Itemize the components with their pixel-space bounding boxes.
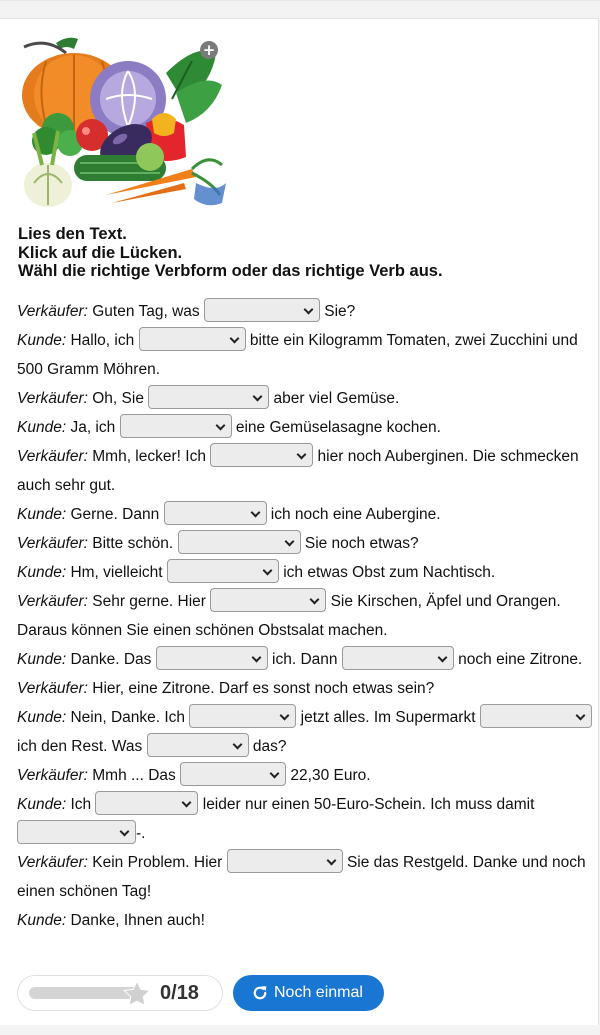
gap-select[interactable]: [480, 704, 592, 728]
text-segment: Mmh ... Das: [87, 767, 181, 784]
speaker-label: Verkäufer:: [17, 593, 88, 610]
dialogue-line: [17, 413, 592, 442]
speaker-label: Verkäufer:: [17, 535, 88, 552]
text-segment: Oh, Sie: [87, 390, 149, 407]
gap-select[interactable]: [17, 820, 136, 844]
gap-select[interactable]: [120, 414, 232, 438]
gap-select[interactable]: [342, 646, 454, 670]
text-segment: Sie Kirschen, Äpfel und Orangen. Daraus können Sie einen schönen Obstsalat machen.: [17, 593, 561, 639]
score-correct: 0: [160, 982, 172, 1004]
text-segment: eine Gemüselasagne kochen.: [231, 419, 441, 436]
gap-select[interactable]: [189, 704, 296, 728]
instruction-line: Wähl die richtige Verbform oder das richtige Verb aus.: [18, 262, 443, 280]
page-bottom: [0, 1025, 600, 1035]
speaker-label: Kunde:: [17, 651, 67, 668]
text-segment: Bitte schön.: [87, 535, 178, 552]
text-segment: Ich: [66, 796, 96, 813]
text-segment: Sie noch etwas?: [300, 535, 419, 552]
score-panel: [17, 975, 223, 1011]
retry-button[interactable]: [233, 975, 384, 1011]
dialogue-line: [17, 529, 592, 558]
gap-select[interactable]: [139, 327, 246, 351]
text-segment: Nein, Danke. Ich: [66, 709, 190, 726]
dialogue-line: [17, 906, 592, 935]
gap-select[interactable]: [156, 646, 268, 670]
star-icon: [120, 979, 154, 1009]
text-segment: Danke. Das: [66, 651, 156, 668]
text-segment: jetzt alles. Im Supermarkt: [296, 709, 480, 726]
speaker-label: Verkäufer:: [17, 303, 88, 320]
zoom-plus-icon[interactable]: +: [200, 41, 218, 59]
speaker-label: Verkäufer:: [17, 854, 88, 871]
gap-select[interactable]: [147, 733, 249, 757]
score-display: [160, 981, 199, 1005]
dialogue-line: [17, 442, 592, 500]
text-segment: Guten Tag, was: [87, 303, 204, 320]
gap-select[interactable]: [164, 501, 267, 525]
text-segment: das?: [248, 738, 287, 755]
speaker-label: Verkäufer:: [17, 680, 88, 697]
speaker-label: Verkäufer:: [17, 448, 88, 465]
speaker-label: Verkäufer:: [17, 390, 88, 407]
speaker-label: Kunde:: [17, 506, 67, 523]
dialogue-line: [17, 500, 592, 529]
dialogue-line: [17, 645, 592, 674]
gap-select[interactable]: [178, 530, 301, 554]
text-segment: ich etwas Obst zum Nachtisch.: [278, 564, 496, 581]
text-segment: Danke, Ihnen auch!: [66, 912, 205, 929]
gap-select[interactable]: [95, 791, 198, 815]
speaker-label: Kunde:: [17, 332, 67, 349]
text-segment: Gerne. Dann: [66, 506, 164, 523]
instructions: [18, 225, 443, 281]
gap-select[interactable]: [148, 385, 269, 409]
top-divider: [0, 0, 600, 1]
text-segment: Sehr gerne. Hier: [87, 593, 211, 610]
text-segment: ich den Rest. Was: [17, 738, 147, 755]
text-segment: ich. Dann: [267, 651, 342, 668]
dialogue-line: [17, 384, 592, 413]
speaker-label: Kunde:: [17, 912, 67, 929]
dialogue-line: [17, 297, 592, 326]
dialogue-line: [17, 326, 592, 384]
text-segment: Sie das Restgeld. Danke und noch einen schönen Tag!: [17, 854, 586, 900]
text-segment: noch eine Zitrone.: [453, 651, 583, 668]
text-segment: -.: [136, 825, 146, 842]
gap-select[interactable]: [210, 443, 313, 467]
gap-select[interactable]: [167, 559, 279, 583]
text-segment: hier noch Auberginen. Die schmecken auch sehr gut.: [17, 448, 579, 494]
gap-select[interactable]: [227, 849, 343, 873]
text-segment: 22,30 Euro.: [286, 767, 371, 784]
exercise-card: [0, 18, 599, 1026]
text-segment: bitte ein Kilogramm Tomaten, zwei Zucchini und 500 Gramm Möhren.: [17, 332, 578, 378]
dialogue-line: [17, 587, 592, 645]
gap-select[interactable]: [204, 298, 320, 322]
text-segment: Hm, vielleicht: [66, 564, 167, 581]
retry-label: Noch einmal: [274, 984, 363, 1001]
speaker-label: Kunde:: [17, 564, 67, 581]
speaker-label: Kunde:: [17, 419, 67, 436]
speaker-label: Verkäufer:: [17, 767, 88, 784]
instruction-line: Klick auf die Lücken.: [18, 243, 183, 262]
text-segment: Sie?: [319, 303, 356, 320]
gap-select[interactable]: [210, 588, 326, 612]
score-separator: /: [171, 982, 177, 1004]
dialogue-line: [17, 558, 592, 587]
text-segment: ich noch eine Aubergine.: [266, 506, 441, 523]
text-segment: Ja, ich: [66, 419, 120, 436]
text-segment: aber viel Gemüse.: [269, 390, 400, 407]
dialogue-line: [17, 674, 592, 703]
refresh-icon: [251, 984, 269, 1002]
dialogue-line: [17, 761, 592, 790]
dialogue-line: [17, 848, 592, 906]
gap-select[interactable]: [180, 762, 286, 786]
dialogue-line: [17, 790, 592, 848]
vegetables-illustration: [16, 33, 228, 209]
text-segment: Hier, eine Zitrone. Darf es sonst noch etwas sein?: [87, 680, 435, 697]
dialogue-text: [17, 297, 592, 935]
speaker-label: Kunde:: [17, 796, 67, 813]
text-segment: Kein Problem. Hier: [87, 854, 227, 871]
speaker-label: Kunde:: [17, 709, 67, 726]
text-segment: leider nur einen 50-Euro-Schein. Ich muss damit: [198, 796, 535, 813]
text-segment: Hallo, ich: [66, 332, 139, 349]
text-segment: Mmh, lecker! Ich: [87, 448, 211, 465]
instruction-line: Lies den Text.: [18, 225, 127, 243]
score-total: 18: [176, 982, 199, 1004]
dialogue-line: [17, 703, 592, 761]
